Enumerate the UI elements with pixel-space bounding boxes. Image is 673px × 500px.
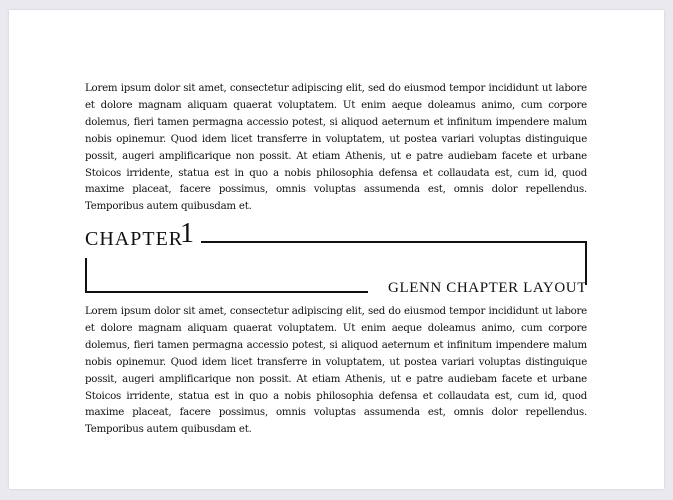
- chapter-title: GLENN CHAPTER LAYOUT: [388, 280, 587, 296]
- body-paragraph-1: Lorem ipsum dolor sit amet, consectetur adipiscing elit, sed do eiusmod tempor incididunt ut labore et dolore magnam aliquam quaerat voluptatem. Ut enim aeque doleamus animo, cum corpore dolemus, fieri tamen permagna accessio potest, si aliquod aeternum et infinitum impendere malum nobis opinemur. Quod idem licet transferre in voluptatem, ut postea variari voluptas distinguique possit, augeri amplificarique non possit. At etiam Athenis, ut e patre audiebam facete et urbane Stoicos irridente, statua est in quo a nobis philosophia defensa et collaudata est, cum id, quod maxime placeat, facere possimus, omnis voluptas assumenda est, omnis dolor repellendus. Temporibus autem quibusdam et.: [85, 83, 587, 213]
- chapter-rule-right: [585, 241, 587, 285]
- chapter-label: CHAPTER: [85, 228, 184, 250]
- chapter-rule-bottom: [85, 291, 368, 293]
- chapter-rule-top: [201, 241, 587, 243]
- chapter-number: 1: [180, 218, 194, 249]
- document-page: [9, 10, 664, 489]
- chapter-rule-left: [85, 258, 87, 293]
- body-paragraph-2: Lorem ipsum dolor sit amet, consectetur adipiscing elit, sed do eiusmod tempor incididunt ut labore et dolore magnam aliquam quaerat voluptatem. Ut enim aeque doleamus animo, cum corpore dolemus, fieri tamen permagna accessio potest, si aliquod aeternum et infinitum impendere malum nobis opinemur. Quod idem licet transferre in voluptatem, ut postea variari voluptas distinguique possit, augeri amplificarique non possit. At etiam Athenis, ut e patre audiebam facete et urbane Stoicos irridente, statua est in quo a nobis philosophia defensa et collaudata est, cum id, quod maxime placeat, facere possimus, omnis voluptas assumenda est, omnis dolor repellendus. Temporibus autem quibusdam et.: [85, 306, 587, 436]
- chapter-heading: [85, 218, 587, 302]
